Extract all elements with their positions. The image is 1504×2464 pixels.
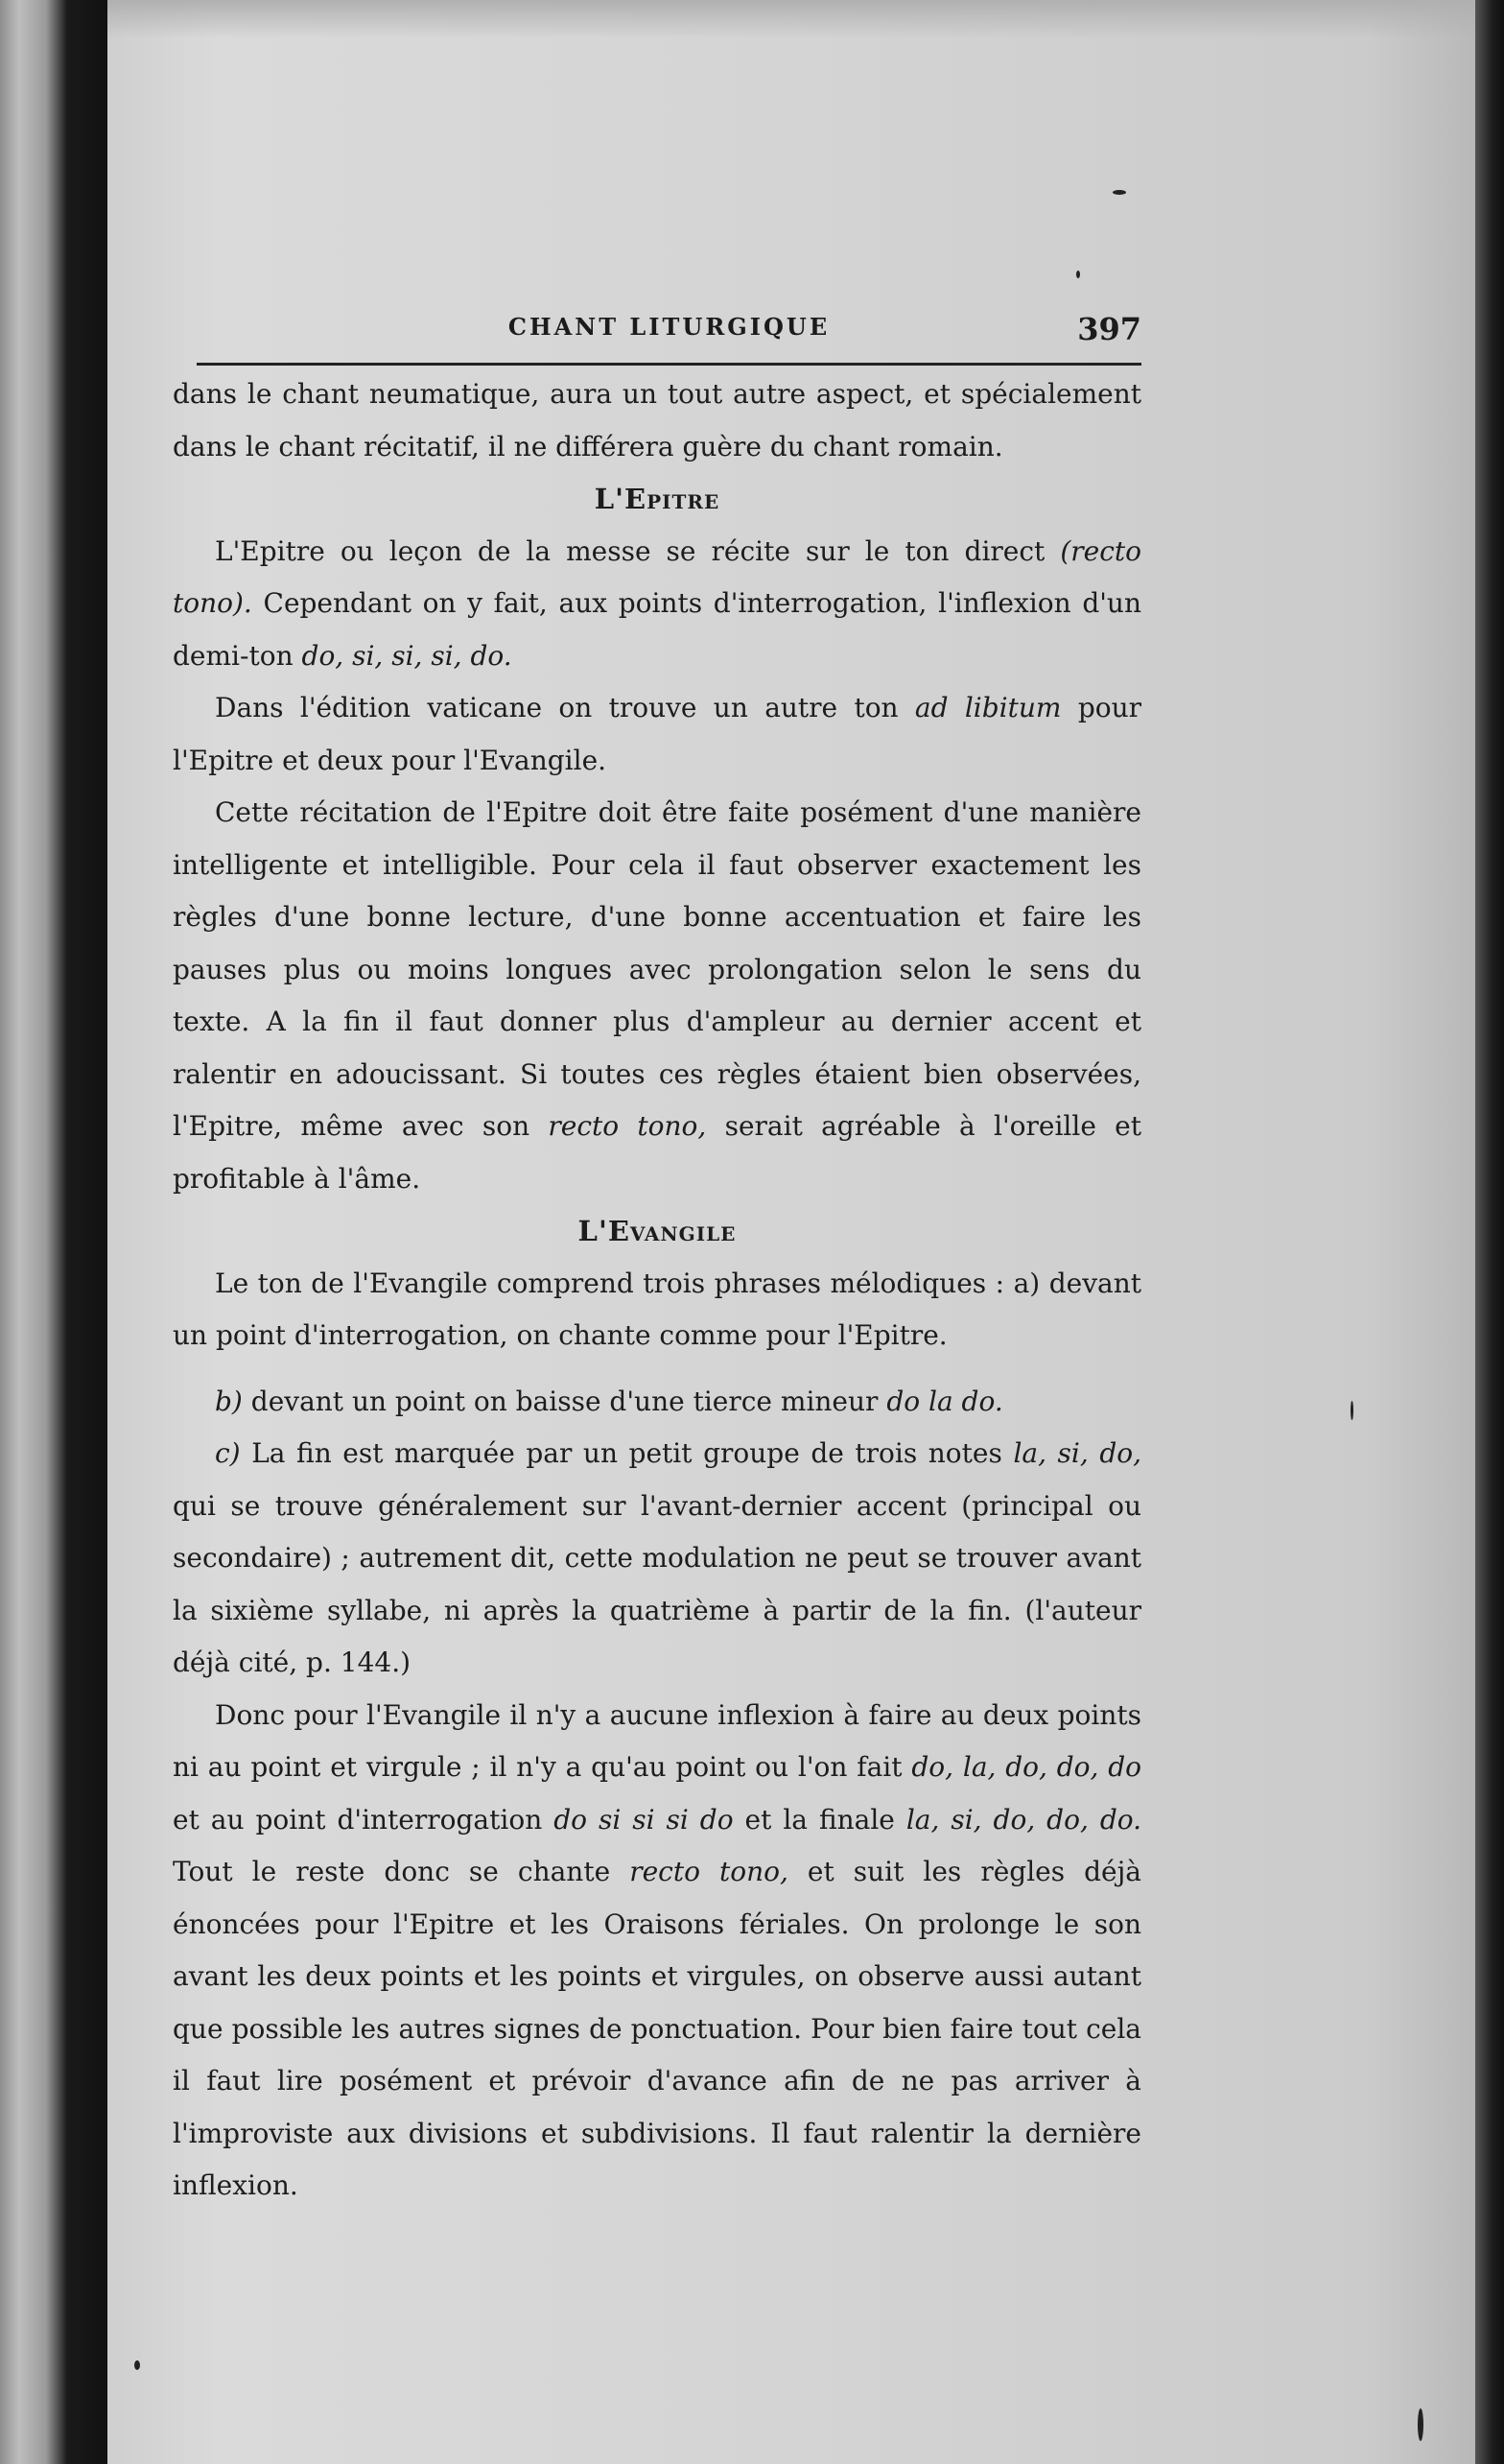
text-run: pour l'Epitre et deux pour l'Evangile. [173, 692, 1142, 776]
text-run: La fin est marquée par un petit groupe de trois notes [251, 1437, 1002, 1469]
italic-run: recto tono, [629, 1856, 788, 1887]
evangile-paragraph-2 [173, 1376, 1141, 1429]
body-text [173, 368, 1141, 2213]
italic-run: do, la, do, do, do [911, 1751, 1142, 1783]
page-number: 397 [1077, 311, 1141, 347]
italic-run: b) [215, 1385, 243, 1417]
italic-run: (recto tono). [173, 534, 1141, 619]
dust-speck [1351, 1401, 1353, 1420]
evangile-paragraph-3 [173, 1428, 1141, 1690]
italic-run: la, si, do, [1013, 1437, 1142, 1469]
text-run: serait agréable à l'oreille et profitable à l'âme. [173, 1110, 1142, 1195]
italic-run: do la do. [886, 1385, 1003, 1417]
italic-run: do, si, si, si, do. [301, 639, 512, 672]
text-run: devant un point on baisse d'une tierce mineur [250, 1385, 879, 1417]
text-run: L'Epitre ou leçon de la messe se récite sur le ton direct [215, 534, 1046, 567]
text-run: Tout le reste donc se chante [173, 1856, 611, 1887]
italic-run: do si si si do [553, 1803, 734, 1836]
epitre-paragraph-2 [173, 682, 1141, 787]
italic-run: c) [215, 1437, 241, 1469]
text-run: et suit les règles déjà énoncées pour l'Epitre et les Oraisons fériales. On prolonge le son avant les deux points et les points et virgules, on observe aussi autant que possible les autres signes de ponctuation. Pour bien faire tout cela il faut lire posément et prévoir d'avance afin de ne pas arriver à l'improviste aux divisions et subdivisions. Il faut ralentir la dernière inflexion. [173, 1856, 1141, 2201]
dust-speck [1418, 2408, 1423, 2441]
italic-run: ad libitum [914, 692, 1062, 723]
running-header [197, 305, 1141, 366]
epitre-paragraph-1 [173, 526, 1141, 683]
intro-paragraph: dans le chant neumatique, aura un tout autre aspect, et spécialement dans le chant récitatif, il ne différera guère du chant romain. [173, 378, 1141, 462]
dust-speck [1113, 190, 1126, 195]
text-run: Cette récitation de l'Epitre doit être faite posément d'une manière intelligente et intelligible. Pour cela il faut observer exactement les règles d'une bonne lecture, d'une bonne accentuation et faire les pauses plus ou moins longues avec prolongation selon le sens du texte. A la fin il faut donner plus d'ampleur au dernier accent et ralentir en adoucissant. Si toutes ces règles étaient bien observées, l'Epitre, même avec son [173, 796, 1141, 1142]
text-run: Donc pour l'Evangile il n'y a aucune inflexion à faire au deux points ni au point et virgule ; il n'y a qu'au point ou l'on fait [173, 1698, 1141, 1783]
evangile-paragraph-1: Le ton de l'Evangile comprend trois phrases mélodiques : a) devant un point d'interrogation, on chante comme pour l'Epitre. [173, 1267, 1141, 1351]
dust-speck [134, 2360, 140, 2370]
italic-run: la, si, do, do, do. [905, 1803, 1142, 1836]
section-heading-evangile: L'Evangile [577, 1215, 737, 1247]
text-run: qui se trouve généralement sur l'avant-dernier accent (principal ou secondaire) ; autrement dit, cette modulation ne peut se trouver avant la sixième syllabe, ni après la quatrième à partir de la fin. (l'auteur déjà cité, p. 144.) [173, 1489, 1141, 1678]
text-run: Cependant on y fait, aux points d'interrogation, l'inflexion d'un demi-ton [173, 587, 1142, 672]
page-top-shadow [107, 0, 1477, 38]
running-title: CHANT LITURGIQUE [507, 313, 831, 341]
page-right-edge [1475, 0, 1504, 2464]
italic-run: recto tono, [548, 1110, 707, 1142]
dust-speck [1076, 271, 1080, 278]
evangile-paragraph-4 [173, 1690, 1141, 2213]
text-run: et la finale [744, 1803, 895, 1836]
epitre-paragraph-3 [173, 787, 1141, 1205]
section-heading-epitre: L'Epitre [594, 483, 720, 515]
book-binding [0, 0, 107, 2464]
text-run: Dans l'édition vaticane on trouve un autre ton [215, 692, 899, 723]
text-run: et au point d'interrogation [173, 1803, 543, 1836]
